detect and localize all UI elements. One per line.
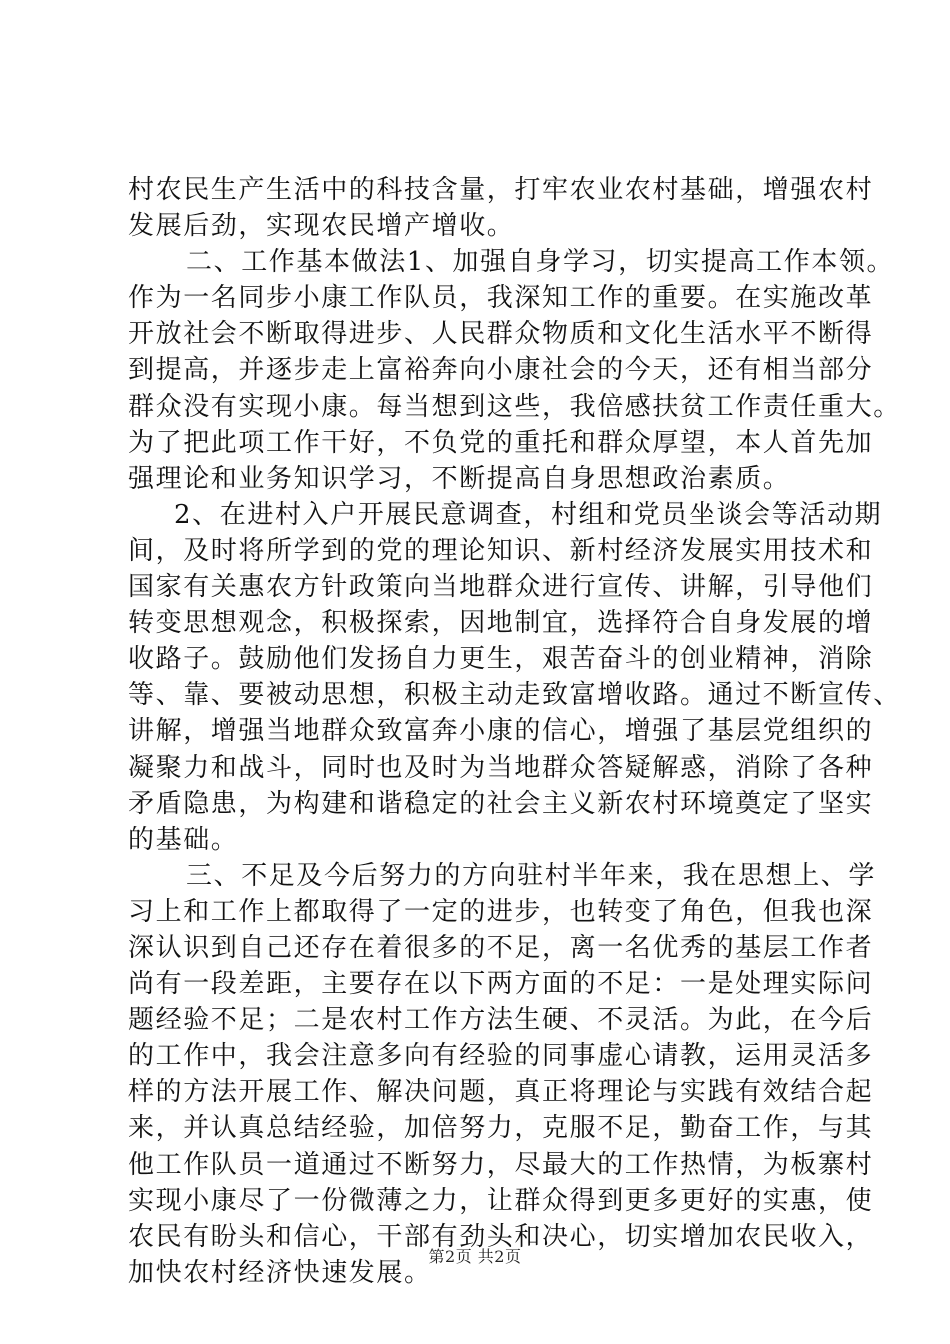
page-number-footer: 第2页 共2页 [428, 1247, 522, 1266]
text-line: 二、工作基本做法1、加强自身学习，切实提高工作本领。 [186, 247, 895, 278]
text-line: 间，及时将所学到的党的理论知识、新村经济发展实用技术和 [128, 535, 874, 566]
text-line: 题经验不足；二是农村工作方法生硬、不灵活。为此，在今后 [128, 1005, 874, 1036]
text-line: 深认识到自己还存在着很多的不足，离一名优秀的基层工作者 [128, 932, 874, 963]
text-line: 的基础。 [128, 824, 239, 855]
text-line: 国家有关惠农方针政策向当地群众进行宣传、讲解，引导他们 [128, 572, 874, 603]
text-line: 加快农村经济快速发展。 [128, 1257, 432, 1288]
text-line: 的工作中，我会注意多向有经验的同事虚心请教，运用灵活多 [128, 1041, 874, 1072]
text-line: 发展后劲，实现农民增产增收。 [128, 211, 515, 242]
text-line: 村农民生产生活中的科技含量，打牢农业农村基础，增强农村 [128, 175, 874, 205]
text-line: 开放社会不断取得进步、人民群众物质和文化生活水平不断得 [128, 319, 874, 350]
document-body [128, 172, 901, 1291]
text-line: 2、在进村入户开展民意调查，村组和党员坐谈会等活动期 [174, 499, 883, 530]
text-line: 尚有一段差距，主要存在以下两方面的不足：一是处理实际问 [128, 969, 874, 1000]
text-line: 实现小康尽了一份微薄之力，让群众得到更多更好的实惠，使 [128, 1185, 874, 1216]
text-line: 矛盾隐患，为构建和谐稳定的社会主义新农村环境奠定了坚实 [128, 788, 874, 819]
text-line: 作为一名同步小康工作队员，我深知工作的重要。在实施改革 [128, 283, 874, 314]
text-line: 到提高，并逐步走上富裕奔向小康社会的今天，还有相当部分 [128, 355, 874, 386]
text-line: 强理论和业务知识学习，不断提高自身思想政治素质。 [128, 463, 791, 494]
text-line: 群众没有实现小康。每当想到这些，我倍感扶贫工作责任重大。 [128, 391, 901, 422]
text-line: 样的方法开展工作、解决问题，真正将理论与实践有效结合起 [128, 1077, 874, 1108]
text-line: 等、靠、要被动思想，积极主动走致富增收路。通过不断宣传、 [128, 680, 901, 711]
text-line: 收路子。鼓励他们发扬自力更生，艰苦奋斗的创业精神，消除 [128, 644, 874, 675]
text-line: 转变思想观念，积极探索，因地制宜，选择符合自身发展的增 [128, 608, 874, 639]
text-line: 他工作队员一道通过不断努力，尽最大的工作热情，为板寨村 [128, 1149, 874, 1180]
text-line: 凝聚力和战斗，同时也及时为当地群众答疑解惑，消除了各种 [128, 752, 874, 783]
text-line: 农民有盼头和信心，干部有劲头和决心，切实增加农民收入， [128, 1221, 874, 1252]
text-line: 习上和工作上都取得了一定的进步，也转变了角色，但我也深 [128, 896, 874, 927]
text-line: 来，并认真总结经验，加倍努力，克服不足，勤奋工作，与其 [128, 1113, 874, 1144]
text-line: 为了把此项工作干好，不负党的重托和群众厚望，本人首先加 [128, 427, 874, 458]
text-line: 三、不足及今后努力的方向驻村半年来，我在思想上、学 [186, 860, 877, 891]
text-line: 讲解，增强当地群众致富奔小康的信心，增强了基层党组织的 [128, 716, 874, 747]
